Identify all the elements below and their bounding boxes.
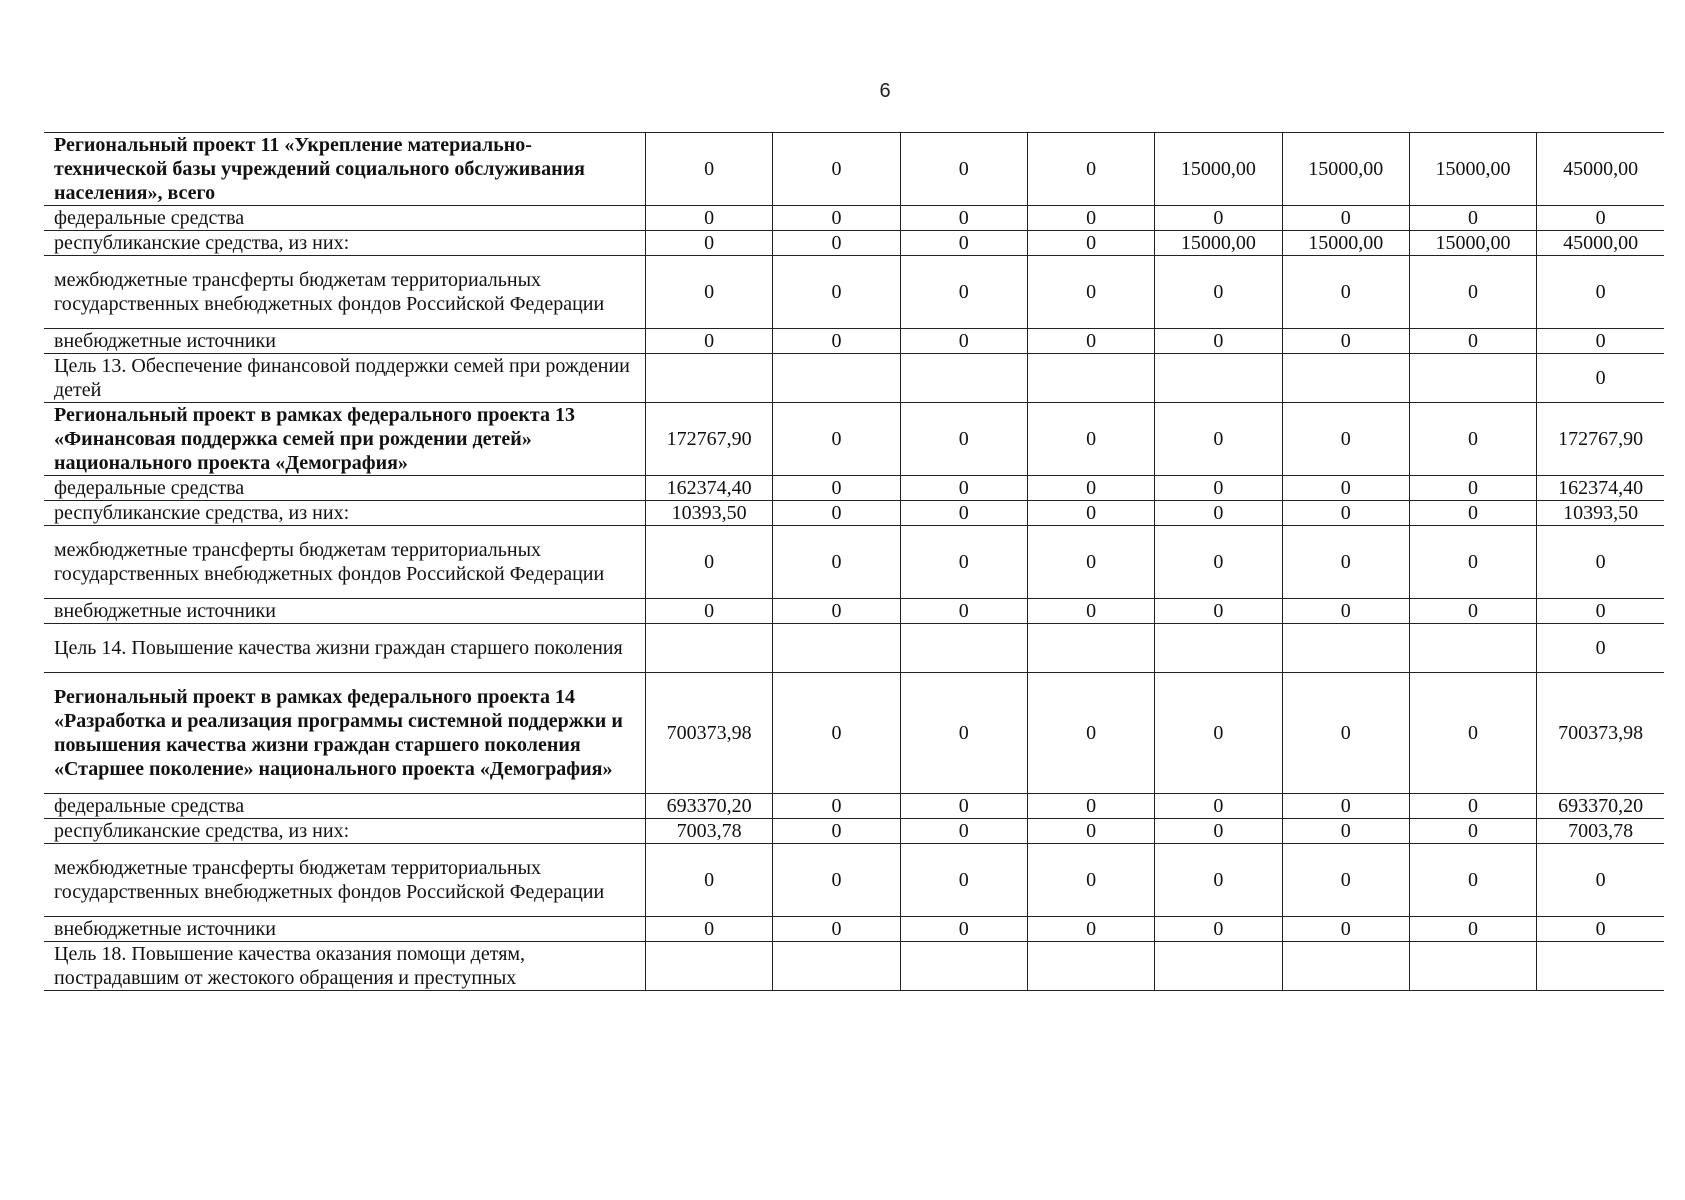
value-cell: 0 (773, 329, 900, 354)
value-cell (1409, 624, 1536, 673)
value-cell: 0 (1409, 599, 1536, 624)
value-cell: 0 (900, 794, 1027, 819)
value-cell: 0 (1282, 403, 1409, 476)
value-cell: 0 (1537, 206, 1664, 231)
value-cell: 0 (1282, 526, 1409, 599)
value-cell: 172767,90 (645, 403, 772, 476)
value-cell: 0 (773, 206, 900, 231)
value-cell: 0 (1027, 599, 1154, 624)
value-cell: 0 (900, 501, 1027, 526)
value-cell: 0 (1409, 206, 1536, 231)
table-row (44, 329, 1664, 354)
value-cell: 0 (900, 526, 1027, 599)
table-row (44, 403, 1664, 476)
row-label: республиканские средства, из них: (44, 231, 645, 256)
value-cell: 0 (900, 133, 1027, 206)
row-label: Региональный проект в рамках федерального проекта 14 «Разработка и реализация программы системной поддержки и повышения качества жизни граждан старшего поколения «Старшее поколение» национального проекта «Демография» (44, 673, 645, 794)
value-cell: 10393,50 (645, 501, 772, 526)
table-row (44, 476, 1664, 501)
value-cell: 0 (900, 231, 1027, 256)
value-cell: 0 (1155, 476, 1282, 501)
value-cell: 45000,00 (1537, 231, 1664, 256)
value-cell: 0 (1537, 256, 1664, 329)
value-cell: 0 (1409, 256, 1536, 329)
value-cell: 0 (1282, 501, 1409, 526)
table-row (44, 354, 1664, 403)
row-label: внебюджетные источники (44, 917, 645, 942)
table-row (44, 501, 1664, 526)
value-cell (1155, 942, 1282, 991)
value-cell: 0 (1409, 526, 1536, 599)
value-cell: 0 (1537, 624, 1664, 673)
value-cell: 0 (1282, 794, 1409, 819)
value-cell: 0 (1155, 206, 1282, 231)
value-cell: 0 (1155, 501, 1282, 526)
value-cell (645, 942, 772, 991)
value-cell: 0 (1155, 673, 1282, 794)
value-cell (773, 942, 900, 991)
value-cell: 0 (1155, 256, 1282, 329)
value-cell: 0 (900, 819, 1027, 844)
value-cell: 0 (645, 133, 772, 206)
value-cell: 0 (773, 917, 900, 942)
value-cell (1537, 942, 1664, 991)
value-cell: 0 (1409, 673, 1536, 794)
value-cell: 0 (1282, 599, 1409, 624)
table-row (44, 819, 1664, 844)
value-cell: 0 (773, 231, 900, 256)
value-cell: 15000,00 (1282, 231, 1409, 256)
value-cell: 10393,50 (1537, 501, 1664, 526)
value-cell: 0 (645, 329, 772, 354)
value-cell: 0 (1282, 673, 1409, 794)
value-cell: 0 (1409, 819, 1536, 844)
value-cell: 0 (1027, 329, 1154, 354)
table-row (44, 256, 1664, 329)
table-row (44, 133, 1664, 206)
page-number: 6 (879, 80, 891, 102)
value-cell: 172767,90 (1537, 403, 1664, 476)
value-cell: 0 (1282, 206, 1409, 231)
row-label: федеральные средства (44, 476, 645, 501)
value-cell: 0 (1027, 526, 1154, 599)
value-cell (1409, 942, 1536, 991)
value-cell: 0 (645, 917, 772, 942)
value-cell: 0 (1282, 476, 1409, 501)
value-cell: 0 (900, 673, 1027, 794)
value-cell: 162374,40 (1537, 476, 1664, 501)
value-cell: 0 (1155, 844, 1282, 917)
row-label: Цель 13. Обеспечение финансовой поддержки семей при рождении детей (44, 354, 645, 403)
value-cell: 0 (1155, 794, 1282, 819)
table-row (44, 844, 1664, 917)
value-cell: 0 (1027, 794, 1154, 819)
table-row (44, 599, 1664, 624)
row-label: межбюджетные трансферты бюджетам территориальных государственных внебюджетных фондов Российской Федерации (44, 844, 645, 917)
row-label: межбюджетные трансферты бюджетам территориальных государственных внебюджетных фондов Российской Федерации (44, 256, 645, 329)
value-cell: 0 (1155, 917, 1282, 942)
value-cell: 0 (1027, 819, 1154, 844)
value-cell: 0 (645, 231, 772, 256)
value-cell: 15000,00 (1282, 133, 1409, 206)
value-cell: 0 (1155, 599, 1282, 624)
value-cell (900, 942, 1027, 991)
value-cell: 0 (1282, 329, 1409, 354)
value-cell: 0 (1027, 206, 1154, 231)
value-cell (1282, 354, 1409, 403)
value-cell: 0 (1027, 673, 1154, 794)
row-label: внебюджетные источники (44, 599, 645, 624)
value-cell: 0 (1282, 844, 1409, 917)
value-cell: 0 (900, 476, 1027, 501)
value-cell: 0 (900, 206, 1027, 231)
row-label: республиканские средства, из них: (44, 501, 645, 526)
table-row (44, 942, 1664, 991)
value-cell (645, 354, 772, 403)
value-cell (1027, 624, 1154, 673)
row-label: республиканские средства, из них: (44, 819, 645, 844)
row-label: внебюджетные источники (44, 329, 645, 354)
value-cell: 0 (1537, 599, 1664, 624)
value-cell (1155, 624, 1282, 673)
row-label: Цель 14. Повышение качества жизни граждан старшего поколения (44, 624, 645, 673)
value-cell: 0 (773, 526, 900, 599)
value-cell: 0 (1155, 526, 1282, 599)
value-cell: 0 (1027, 476, 1154, 501)
value-cell: 0 (773, 133, 900, 206)
table-row (44, 794, 1664, 819)
value-cell: 0 (645, 526, 772, 599)
value-cell: 0 (1282, 256, 1409, 329)
row-label: федеральные средства (44, 794, 645, 819)
value-cell: 0 (773, 256, 900, 329)
value-cell: 15000,00 (1155, 133, 1282, 206)
value-cell: 0 (1282, 917, 1409, 942)
value-cell: 0 (1409, 476, 1536, 501)
value-cell: 0 (773, 599, 900, 624)
row-label: Региональный проект в рамках федерального проекта 13 «Финансовая поддержка семей при рождении детей» национального проекта «Демография» (44, 403, 645, 476)
value-cell: 0 (1409, 917, 1536, 942)
value-cell: 0 (1537, 526, 1664, 599)
value-cell: 0 (900, 403, 1027, 476)
value-cell: 0 (1537, 917, 1664, 942)
row-label: Цель 18. Повышение качества оказания помощи детям, пострадавшим от жестокого обращения и преступных (44, 942, 645, 991)
value-cell: 162374,40 (645, 476, 772, 501)
value-cell: 0 (773, 844, 900, 917)
budget-table (44, 132, 1664, 991)
value-cell: 0 (1409, 329, 1536, 354)
value-cell: 0 (900, 917, 1027, 942)
value-cell: 0 (1409, 844, 1536, 917)
value-cell (1027, 354, 1154, 403)
value-cell: 0 (1282, 819, 1409, 844)
value-cell (1027, 942, 1154, 991)
row-label: межбюджетные трансферты бюджетам территориальных государственных внебюджетных фондов Российской Федерации (44, 526, 645, 599)
value-cell (900, 624, 1027, 673)
value-cell: 0 (1155, 819, 1282, 844)
value-cell (1155, 354, 1282, 403)
value-cell: 0 (773, 819, 900, 844)
value-cell (1409, 354, 1536, 403)
value-cell: 0 (773, 794, 900, 819)
value-cell: 0 (900, 329, 1027, 354)
value-cell: 0 (1537, 844, 1664, 917)
table-row (44, 624, 1664, 673)
table-row (44, 917, 1664, 942)
value-cell: 0 (773, 476, 900, 501)
value-cell: 7003,78 (645, 819, 772, 844)
value-cell: 0 (1027, 231, 1154, 256)
row-label: Региональный проект 11 «Укрепление материально-технической базы учреждений социального обслуживания населения», всего (44, 133, 645, 206)
value-cell: 15000,00 (1409, 231, 1536, 256)
value-cell: 45000,00 (1537, 133, 1664, 206)
value-cell (1282, 942, 1409, 991)
value-cell (900, 354, 1027, 403)
value-cell: 0 (773, 403, 900, 476)
value-cell: 0 (900, 844, 1027, 917)
table-body (44, 133, 1664, 991)
value-cell (1282, 624, 1409, 673)
value-cell: 0 (1027, 133, 1154, 206)
value-cell: 0 (1155, 403, 1282, 476)
value-cell: 15000,00 (1155, 231, 1282, 256)
value-cell: 0 (1155, 329, 1282, 354)
value-cell: 700373,98 (1537, 673, 1664, 794)
value-cell: 0 (645, 844, 772, 917)
value-cell: 0 (1409, 501, 1536, 526)
value-cell: 0 (773, 501, 900, 526)
table-row (44, 526, 1664, 599)
table-row (44, 206, 1664, 231)
value-cell: 700373,98 (645, 673, 772, 794)
value-cell: 693370,20 (645, 794, 772, 819)
value-cell: 7003,78 (1537, 819, 1664, 844)
value-cell: 0 (1027, 256, 1154, 329)
value-cell: 0 (645, 206, 772, 231)
value-cell: 0 (645, 256, 772, 329)
value-cell (645, 624, 772, 673)
value-cell: 0 (1027, 844, 1154, 917)
table-row (44, 673, 1664, 794)
value-cell: 0 (1409, 403, 1536, 476)
value-cell: 0 (645, 599, 772, 624)
value-cell: 0 (1027, 917, 1154, 942)
value-cell: 0 (1537, 329, 1664, 354)
value-cell: 0 (900, 599, 1027, 624)
table-row (44, 231, 1664, 256)
value-cell: 0 (1027, 403, 1154, 476)
row-label: федеральные средства (44, 206, 645, 231)
value-cell: 0 (773, 673, 900, 794)
value-cell: 693370,20 (1537, 794, 1664, 819)
value-cell: 0 (900, 256, 1027, 329)
value-cell: 15000,00 (1409, 133, 1536, 206)
value-cell: 0 (1537, 354, 1664, 403)
value-cell (773, 624, 900, 673)
value-cell: 0 (1027, 501, 1154, 526)
value-cell: 0 (1409, 794, 1536, 819)
value-cell (773, 354, 900, 403)
